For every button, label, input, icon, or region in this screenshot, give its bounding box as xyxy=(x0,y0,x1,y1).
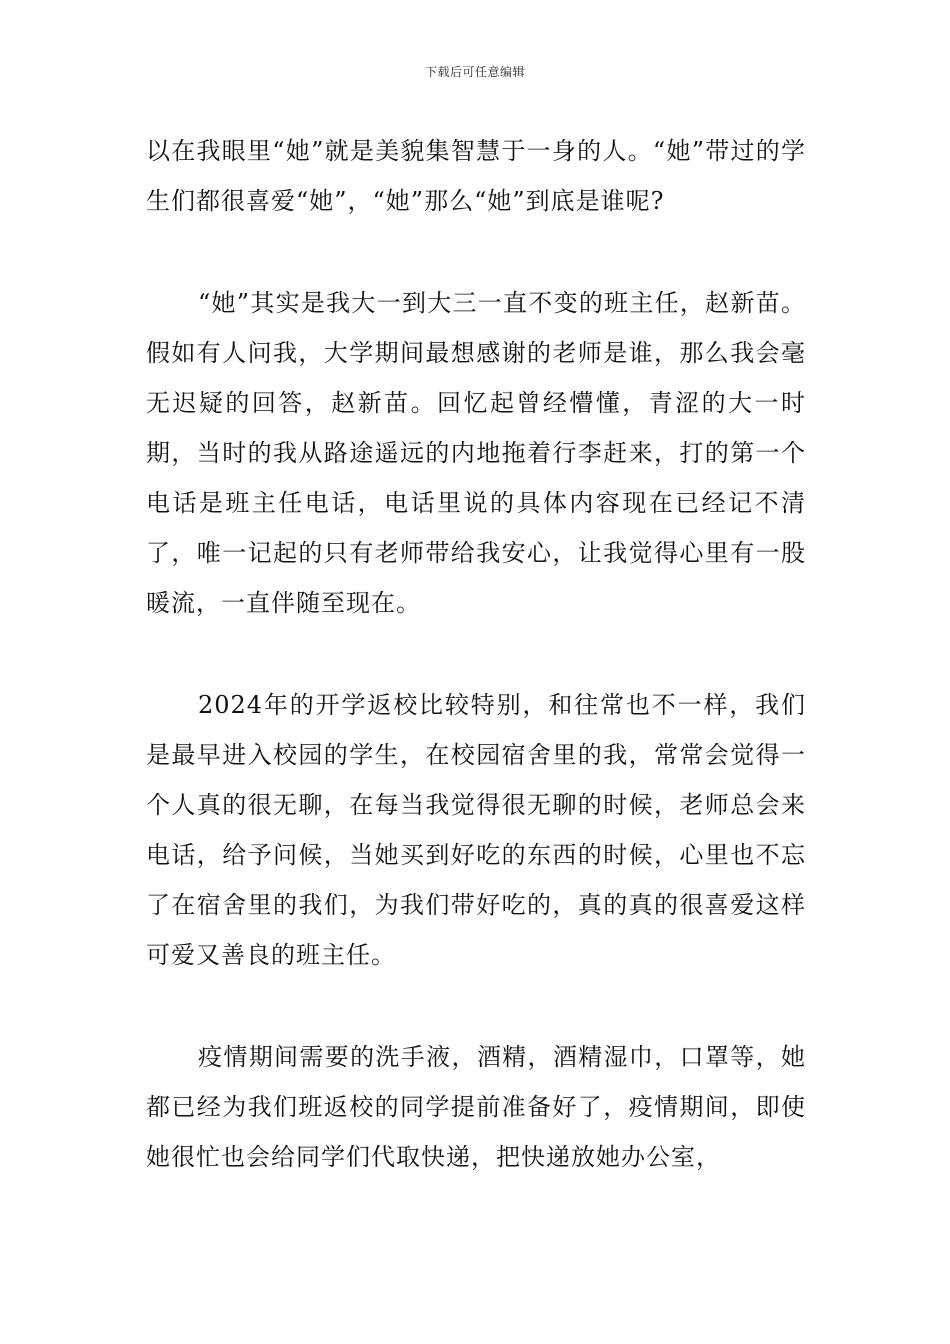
paragraph-2: “她”其实是我大一到大三一直不变的班主任，赵新苗。假如有人问我，大学期间最想感谢的老师是谁，那么我会毫无迟疑的回答，赵新苗。回忆起曾经懵懂，青涩的大一时期，当时的我从路途遥远的内地拖着行李赶来，打的第一个电话是班主任电话，电话里说的具体内容现在已经记不清了，唯一记起的只有老师带给我安心，让我觉得心里有一股暖流，一直伴随至现在。 xyxy=(146,289,806,617)
paragraph-3: 2024年的开学返校比较特别，和往常也不一样，我们是最早进入校园的学生，在校园宿舍里的我，常常会觉得一个人真的很无聊，在每当我觉得很无聊的时候，老师总会来电话，给予问候，当她买到好吃的东西的时候，心里也不忘了在宿舍里的我们，为我们带好吃的，真的真的很喜爱这样可爱又善良的班主任。 xyxy=(146,691,806,969)
paragraph-4: 疫情期间需要的洗手液，酒精，酒精湿巾，口罩等，她都已经为我们班返校的同学提前准备好了，疫情期间，即使她很忙也会给同学们代取快递，把快递放她办公室， xyxy=(146,1043,806,1171)
page-header: 下载后可任意编辑 xyxy=(424,65,525,79)
document-body xyxy=(146,126,806,1234)
paragraph-1: 以在我眼里“她”就是美貌集智慧于一身的人。“她”带过的学生们都很喜爱“她”，“她”那么“她”到底是谁呢? xyxy=(146,137,806,215)
